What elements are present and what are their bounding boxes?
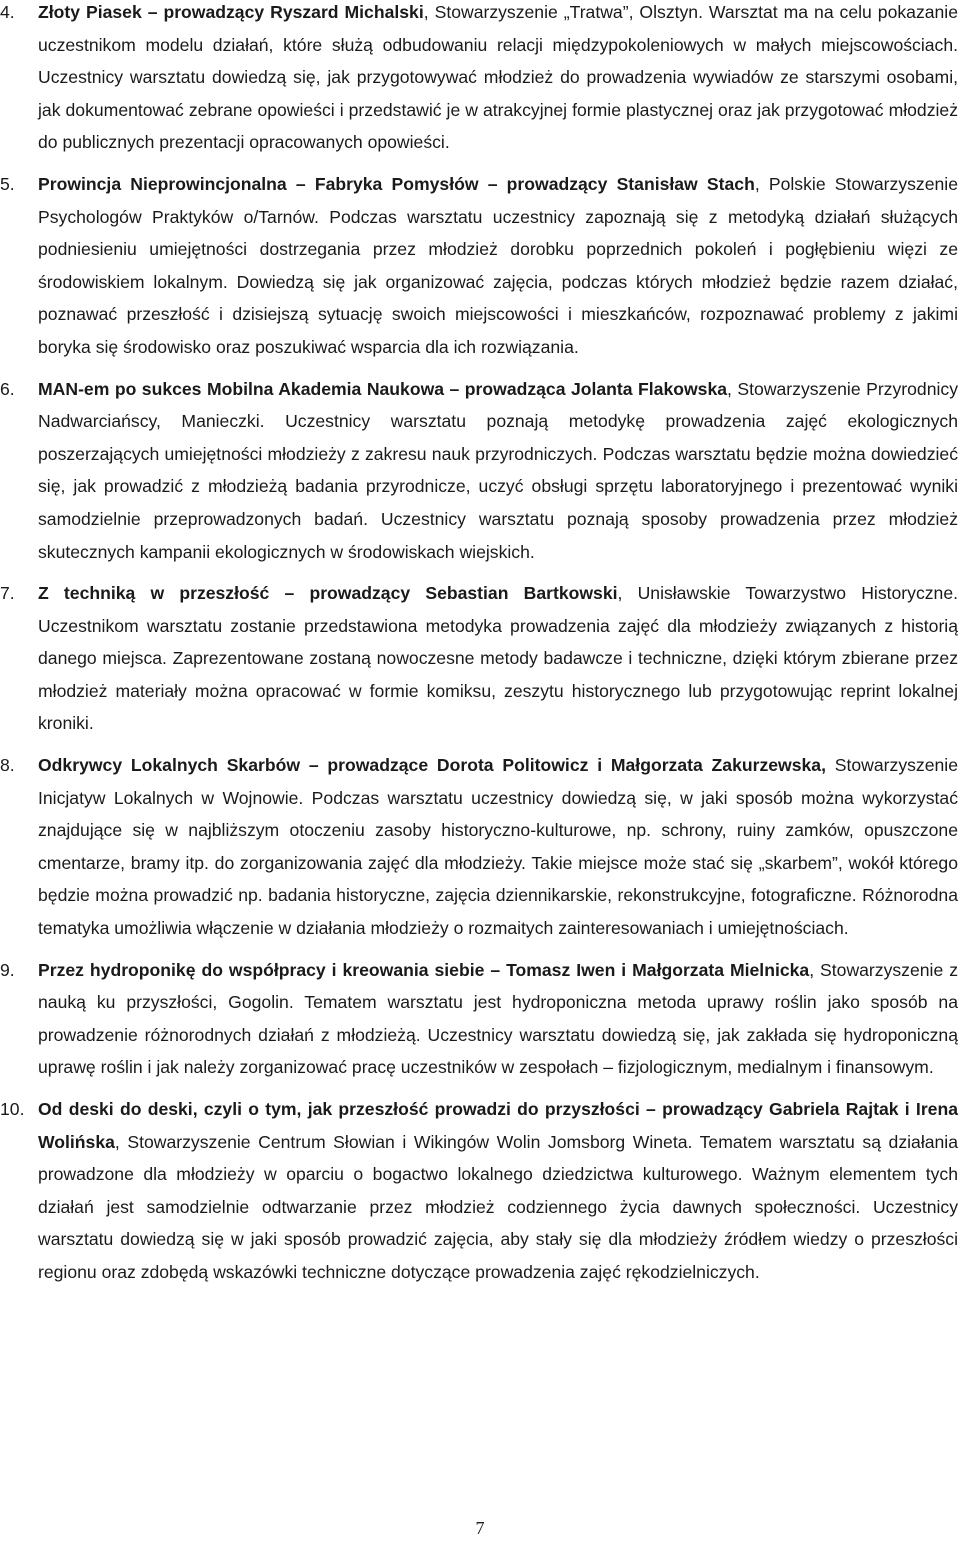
item-title: MAN-em po sukces Mobilna Akademia Naukowa – prowadząca Jolanta Flakowska [38,378,728,399]
item-number: 10. [0,1099,25,1119]
item-number: 6. [0,378,15,399]
list-item [0,373,958,569]
page-number: 7 [475,1518,485,1538]
item-description: , Unisławskie Towarzystwo Historyczne. Uczestnikom warsztatu zostanie przedstawiona metodyka prowadzenia zajęć dla młodzieży związanych z historią danego miejsca. Zaprezentowane zostaną nowoczesne metody badawcze i techniczne, dzięki którym zbierane przez młodzież materiały można opracować w formie komiksu, zeszytu historycznego lub przygotowując reprint lokalnej kroniki. [38,583,958,734]
item-title: Przez hydroponikę do współpracy i kreowania siebie – Tomasz Iwen i Małgorzata Mielnicka [38,959,810,980]
item-number: 7. [0,583,15,604]
item-title: Od deski do deski, czyli o tym, jak przeszłość prowadzi do przyszłości – prowadzący Gabriela Rajtak i Irena Wolińska [38,1099,958,1152]
list-item [0,0,958,159]
item-title: Prowincja Nieprowincjonalna – Fabryka Pomysłów – prowadzący Stanisław Stach [38,173,755,194]
item-description: , Stowarzyszenie „Tratwa”, Olsztyn. Warsztat ma na celu pokazanie uczestnikom modelu działań, które służą odbudowaniu relacji międzypokoleniowych w małych miejscowościach. Uczestnicy warsztatu dowiedzą się, jak przygotowywać młodzież do prowadzenia wywiadów ze starszymi osobami, jak dokumentować zebrane opowieści i przedstawić je w atrakcyjnej formie plastycznej oraz jak przygotować młodzież do publicznych prezentacji opracowanych opowieści. [38,2,958,153]
item-title: Złoty Piasek – prowadzący Ryszard Michalski [38,2,424,22]
item-number: 8. [0,755,15,776]
list-item [0,168,958,364]
list-item [0,1093,958,1289]
item-number: 4. [0,2,15,22]
item-title: Odkrywcy Lokalnych Skarbów – prowadzące Dorota Politowicz i Małgorzata Zakurzewska, [38,755,826,776]
item-description: , Stowarzyszenie z nauką ku przyszłości, Gogolin. Tematem warsztatu jest hydroponiczna metoda uprawy roślin jako sposób na prowadzenie różnorodnych działań z młodzieżą. Uczestnicy warsztatu dowiedzą się, jak zakłada się hydroponiczną uprawę roślin i jak należy zorganizować pracę uczestników w zespołach – fizjologicznym, medialnym i finansowym. [38,959,958,1078]
item-description: , Stowarzyszenie Centrum Słowian i Wikingów Wolin Jomsborg Wineta. Tematem warsztatu są działania prowadzone dla młodzieży w oparciu o bogactwo lokalnego dziedzictwa kulturowego. Ważnym elementem tych działań jest samodzielnie odtwarzanie przez młodzież codziennego życia dawnych społeczności. Uczestnicy warsztatu dowiedzą się w jaki sposób prowadzić zajęcia, aby stały się dla młodzieży źródłem wiedzy o przeszłości regionu oraz zdobędą wskazówki techniczne dotyczące prowadzenia zajęć rękodzielniczych. [38,1131,958,1282]
item-title: Z techniką w przeszłość – prowadzący Sebastian Bartkowski [38,583,618,604]
list-item [0,749,958,945]
item-description: , Stowarzyszenie Przyrodnicy Nadwarciańscy, Manieczki. Uczestnicy warsztatu poznają metodykę prowadzenia zajęć ekologicznych poszerzających umiejętności młodzieży z zakresu nauk przyrodniczych. Podczas warsztatu będzie można dowiedzieć się, jak prowadzić z młodzieżą badania przyrodnicze, uczyć obsługi sprzętu laboratoryjnego i prezentować wyniki samodzielnie przeprowadzonych badań. Uczestnicy warsztatu poznają sposoby prowadzenia przez młodzież skutecznych kampanii ekologicznych w środowiskach wiejskich. [38,378,958,562]
list-item [0,954,958,1084]
item-description: Stowarzyszenie Inicjatyw Lokalnych w Wojnowie. Podczas warsztatu uczestnicy dowiedzą się, w jaki sposób można wykorzystać znajdujące się w najbliższym otoczeniu zasoby historyczno-kulturowe, np. schrony, ruiny zamków, opuszczone cmentarze, bramy itp. do zorganizowania zajęć dla młodzieży. Takie miejsce może stać się „skarbem”, wokół którego będzie można prowadzić np. badania historyczne, zajęcia dziennikarskie, rekonstrukcyjne, fotograficzne. Różnorodna tematyka umożliwia włączenie w działania młodzieży o rozmaitych zainteresowaniach i umiejętnościach. [38,755,958,939]
item-number: 9. [0,959,15,980]
item-description: , Polskie Stowarzyszenie Psychologów Praktyków o/Tarnów. Podczas warsztatu uczestnicy zapoznają się z metodyką działań służących podniesieniu umiejętności dostrzegania przez młodzież dorobku poprzednich pokoleń i pogłębieniu więzi ze środowiskiem lokalnym. Dowiedzą się jak organizować zajęcia, podczas których młodzież będzie razem działać, poznawać przeszłość i dzisiejszą sytuację swoich miejscowości i mieszkańców, rozpoznawać problemy z jakimi boryka się środowisko oraz poszukiwać wsparcia dla ich rozwiązania. [38,173,958,357]
list-item [0,577,958,740]
item-number: 5. [0,173,15,194]
